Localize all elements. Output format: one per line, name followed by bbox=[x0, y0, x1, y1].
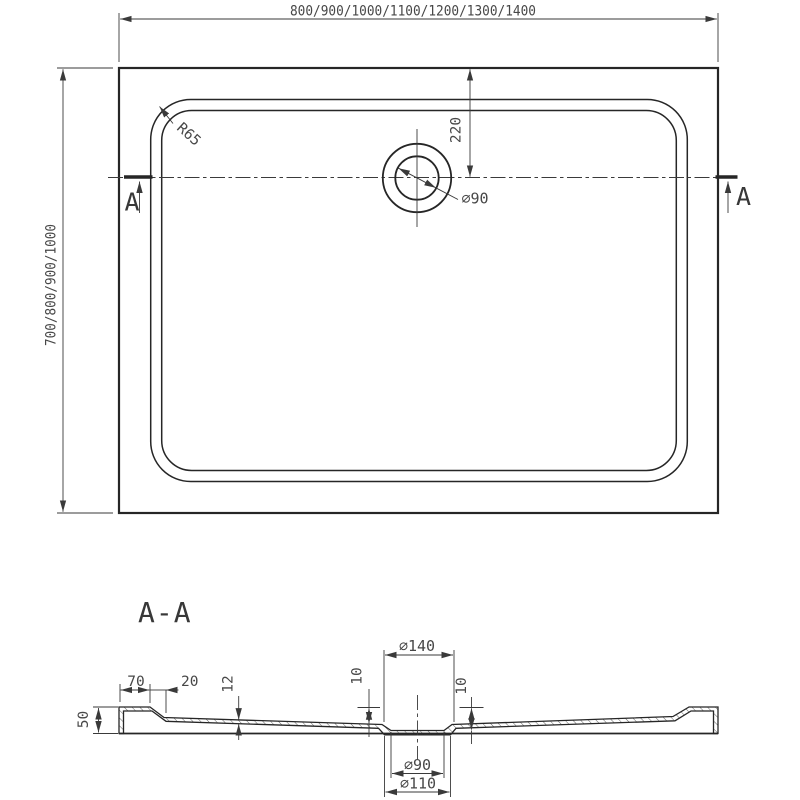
corner-radius-label: R65 bbox=[173, 120, 204, 150]
d90-label: ⌀90 bbox=[403, 756, 432, 774]
section-title: A-A bbox=[138, 596, 192, 629]
width-dimension bbox=[119, 4, 718, 63]
section-profile bbox=[119, 707, 718, 735]
drain-diameter-leader-tail bbox=[436, 188, 458, 200]
drain-offset-dimension bbox=[449, 69, 471, 177]
floor-thickness-dimension bbox=[221, 675, 239, 740]
height-dim-label: 700/800/900/1000 bbox=[43, 206, 60, 346]
recess-diameter-dimension bbox=[384, 637, 454, 722]
d110-label: ⌀110 bbox=[399, 774, 437, 793]
section-marker-right bbox=[716, 177, 752, 213]
d10r-label: 10 bbox=[454, 677, 470, 695]
d20-label: 20 bbox=[181, 674, 199, 690]
h50-label: 50 bbox=[76, 710, 92, 729]
corner-radius-leader bbox=[160, 107, 174, 124]
d10l-label: 10 bbox=[349, 667, 366, 685]
d12-label: 12 bbox=[220, 675, 237, 693]
drain-offset-label: 220 bbox=[448, 116, 465, 144]
rim-width-dimension bbox=[120, 674, 150, 703]
section-marker-left bbox=[124, 177, 153, 217]
height-dimension bbox=[44, 68, 114, 513]
tray-outline bbox=[119, 68, 718, 513]
cut-label-right: A bbox=[736, 182, 752, 211]
section-height-dimension bbox=[76, 707, 118, 734]
d70-label: 70 bbox=[127, 674, 145, 690]
rim-chamfer-dimension bbox=[150, 674, 198, 713]
tray-basin-edge bbox=[162, 111, 677, 471]
section-view bbox=[76, 596, 718, 797]
top-view bbox=[44, 4, 752, 514]
d140-label: ⌀140 bbox=[398, 637, 436, 655]
drain-diameter-dimension bbox=[399, 168, 489, 207]
drain-diameter-label: ⌀90 bbox=[461, 189, 489, 208]
width-dim-label: 800/900/1000/1100/1200/1300/1400 bbox=[290, 3, 536, 20]
cut-label-left: A bbox=[124, 187, 140, 217]
